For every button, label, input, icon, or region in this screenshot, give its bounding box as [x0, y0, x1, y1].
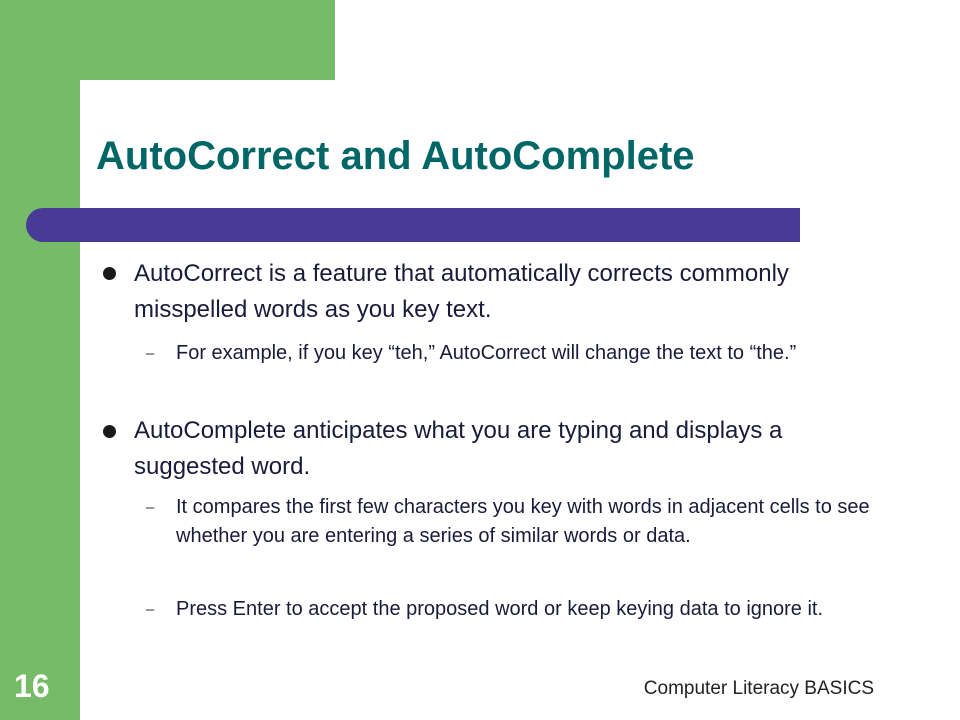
top-green-band: [0, 0, 335, 80]
bullet-autocorrect: AutoCorrect is a feature that automatically corrects commonly misspelled words as you key text.: [134, 260, 789, 323]
sub-bullet-dash: –: [146, 601, 155, 618]
sub-bullet-dash: –: [146, 499, 155, 516]
title-underline-bar: [26, 208, 800, 242]
footer-text: Computer Literacy BASICS: [643, 678, 874, 699]
bullet-autocomplete: AutoComplete anticipates what you are typing and displays a suggested word.: [134, 417, 783, 480]
slide-title: AutoCorrect and AutoComplete: [96, 134, 695, 178]
bullet-dot: [103, 425, 116, 438]
sub-bullet-dash: –: [146, 345, 155, 362]
sub-bullet-compares: It compares the first few characters you key with words in adjacent cells to see whether you are entering a series of similar words or data.: [176, 496, 870, 547]
bullet-dot: [103, 267, 116, 280]
slide-number: 16: [14, 668, 50, 704]
left-green-band: [0, 0, 80, 720]
sub-bullet-press-enter: Press Enter to accept the proposed word or keep keying data to ignore it.: [176, 598, 824, 620]
sub-bullet-example: For example, if you key “teh,” AutoCorrect will change the text to “the.”: [176, 342, 797, 364]
